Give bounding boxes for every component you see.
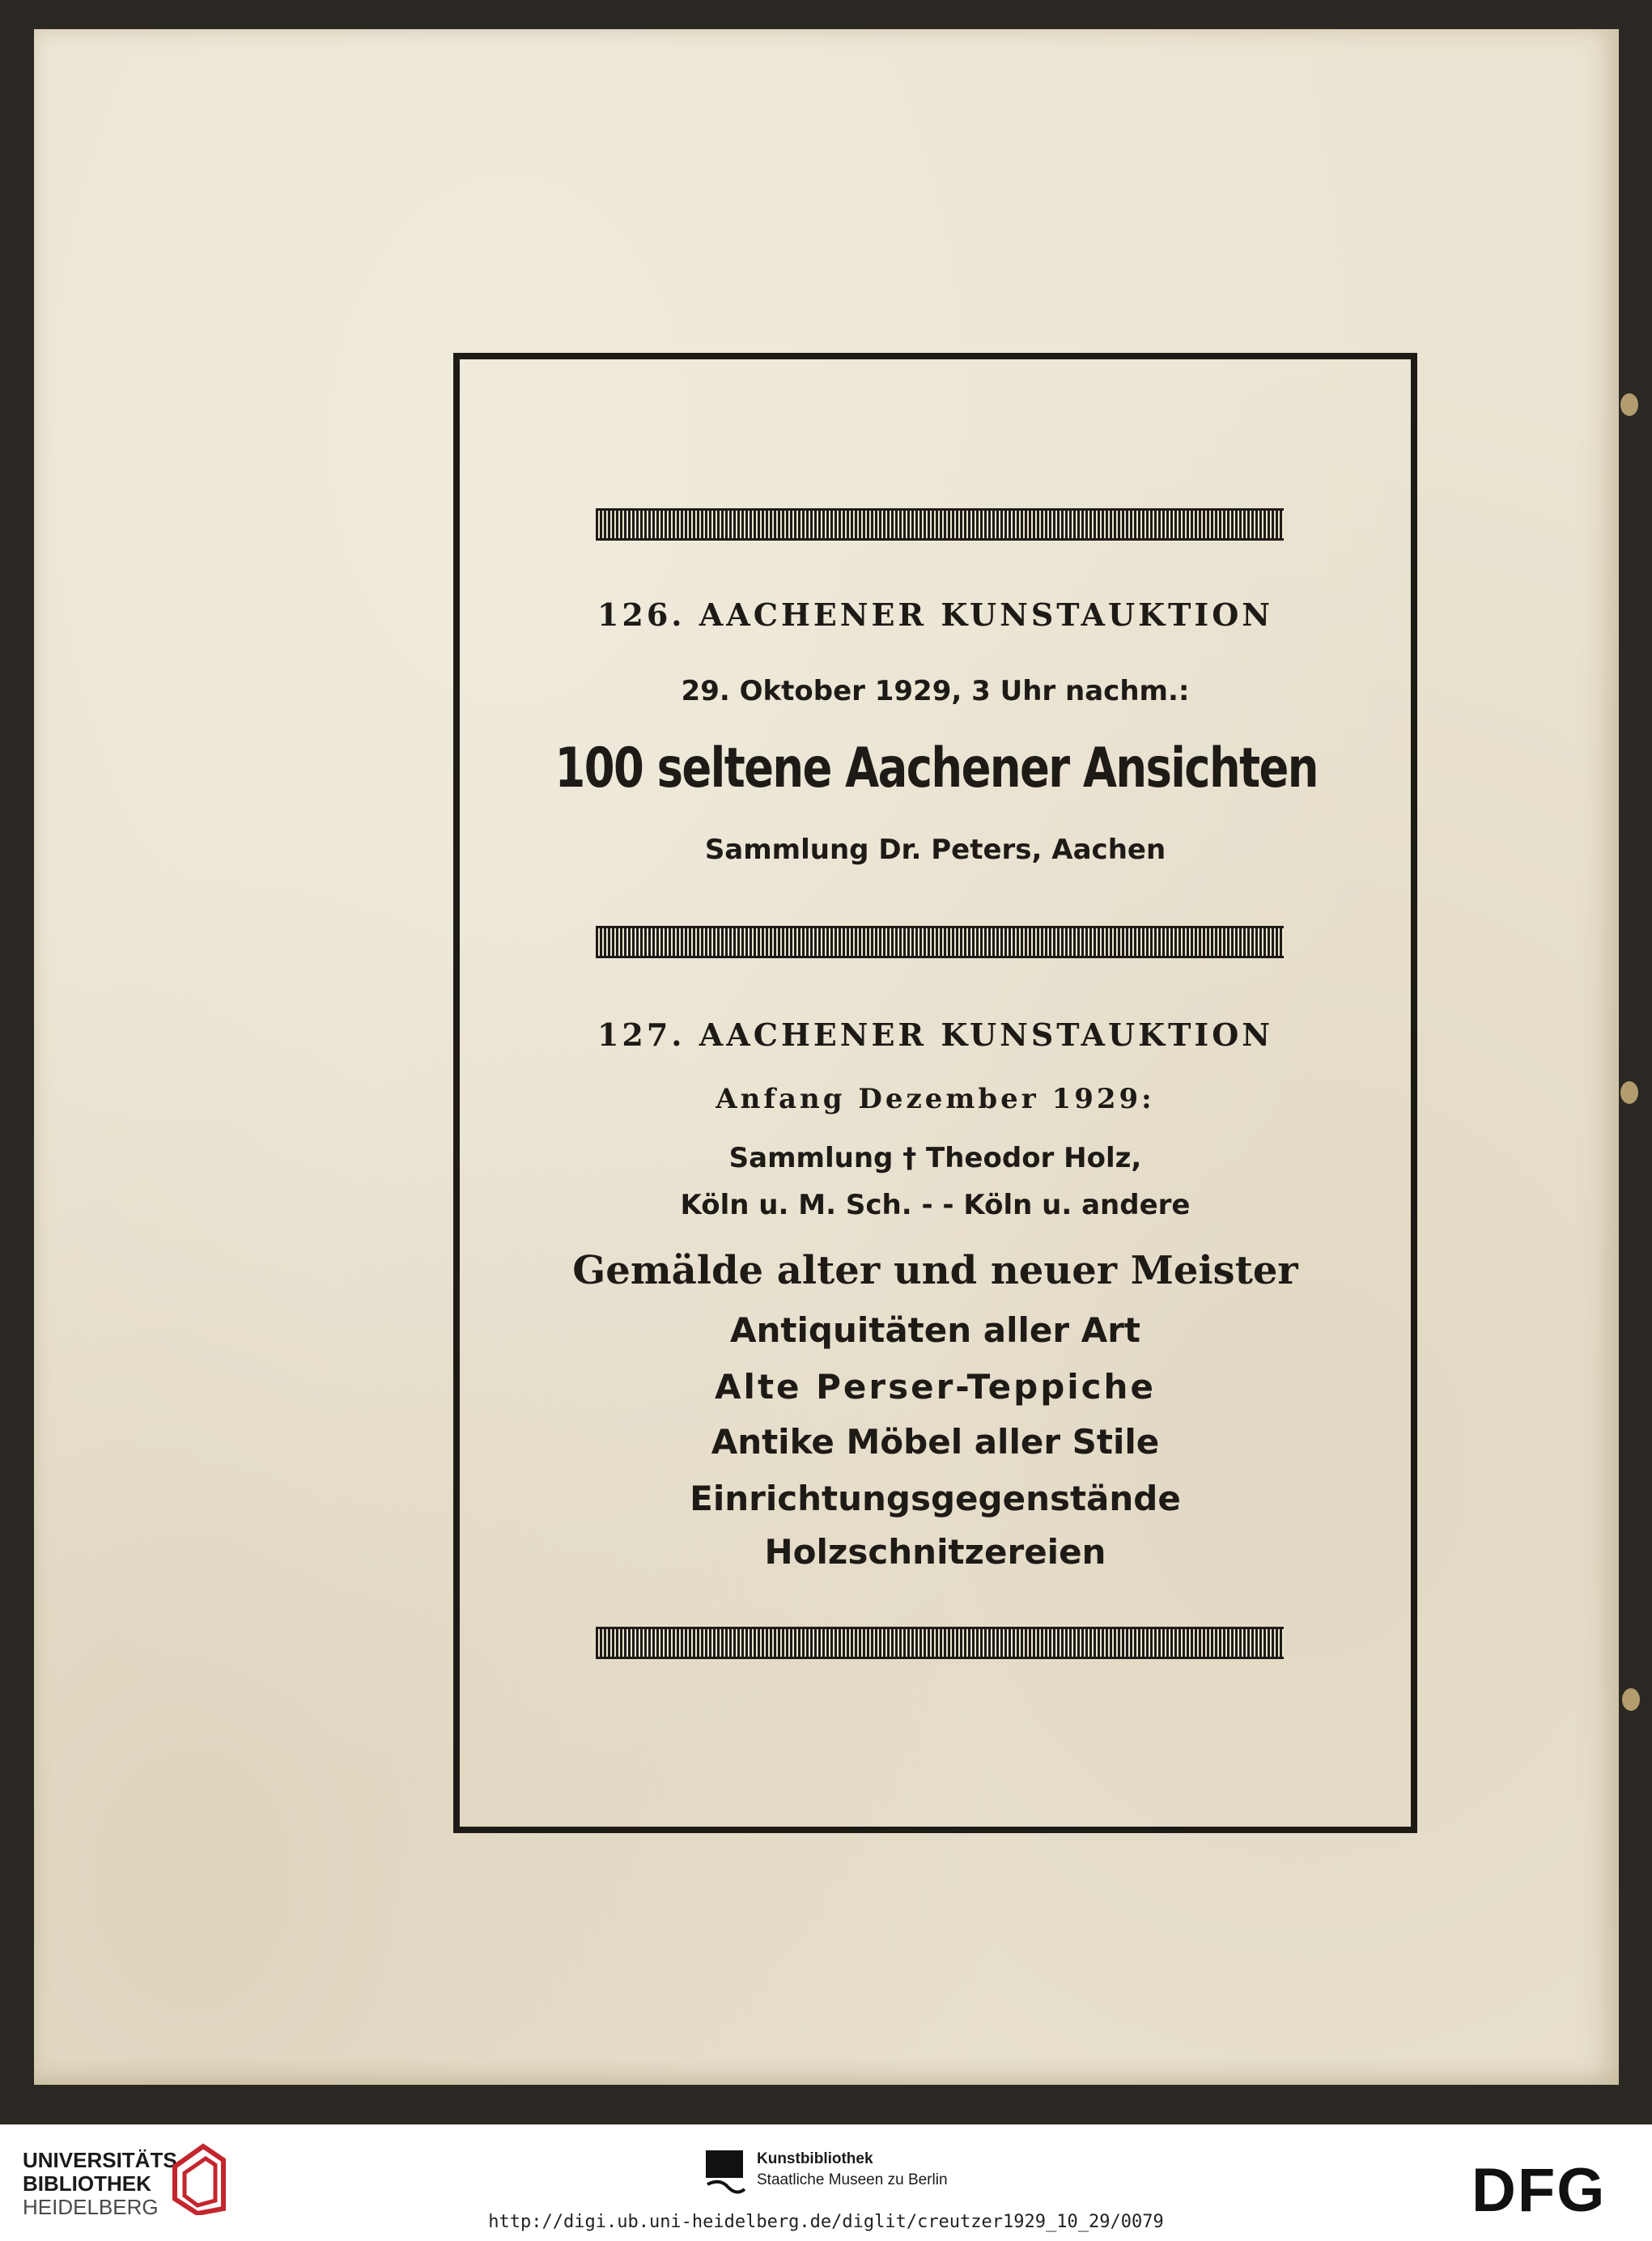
ornamental-rule [596,926,1284,958]
auction-127-heading: 127. AACHENER KUNSTAUKTION [597,1017,1274,1053]
dfg-logo[interactable]: DFG [1472,2156,1607,2225]
ornamental-rule [596,1627,1284,1659]
permalink-url[interactable]: http://digi.ub.uni-heidelberg.de/diglit/creutzer1929_10_29/0079 [488,2212,1164,2232]
ornamental-rule [596,508,1284,541]
footer-bar [0,2124,1652,2241]
binding-hole [1622,1688,1640,1711]
scanned-page [34,29,1619,2085]
ub-heidelberg-logo-icon [167,2142,228,2215]
auction-127-collection-line2: Köln u. M. Sch. - - Köln u. andere [680,1189,1191,1221]
ub-line1: UNIVERSITÄTS- [23,2148,185,2172]
advertisement-frame [453,353,1417,1833]
ub-line2: BIBLIOTHEK [23,2171,151,2196]
binding-hole [1620,1081,1638,1104]
kunstbibliothek-wordmark[interactable] [757,2149,948,2191]
auction-item: Gemälde alter und neuer Meister [572,1248,1298,1293]
auction-item: Alte Perser-Teppiche [715,1367,1156,1407]
kb-line2: Staatliche Museen zu Berlin [757,2171,948,2188]
auction-126-title: 100 seltene Aachener Ansichten [554,736,1318,800]
auction-127-date: Anfang Dezember 1929: [716,1083,1155,1115]
binding-hole [1620,393,1638,416]
auction-item: Antiquitäten aller Art [730,1310,1140,1350]
auction-item: Einrichtungsgegenstände [690,1479,1181,1518]
auction-item: Antike Möbel aller Stile [711,1422,1160,1462]
auction-126-collection: Sammlung Dr. Peters, Aachen [704,834,1166,866]
ub-line3: HEIDELBERG [23,2195,159,2219]
auction-126-date: 29. Oktober 1929, 3 Uhr nachm.: [681,675,1190,707]
auction-item: Holzschnitzereien [764,1532,1106,1572]
kb-line1: Kunstbibliothek [757,2150,873,2167]
auction-126-heading: 126. AACHENER KUNSTAUKTION [597,596,1274,633]
kunstbibliothek-logo-icon [704,2149,746,2197]
ub-heidelberg-wordmark[interactable] [23,2149,184,2219]
auction-127-collection-line1: Sammlung † Theodor Holz, [728,1142,1142,1174]
